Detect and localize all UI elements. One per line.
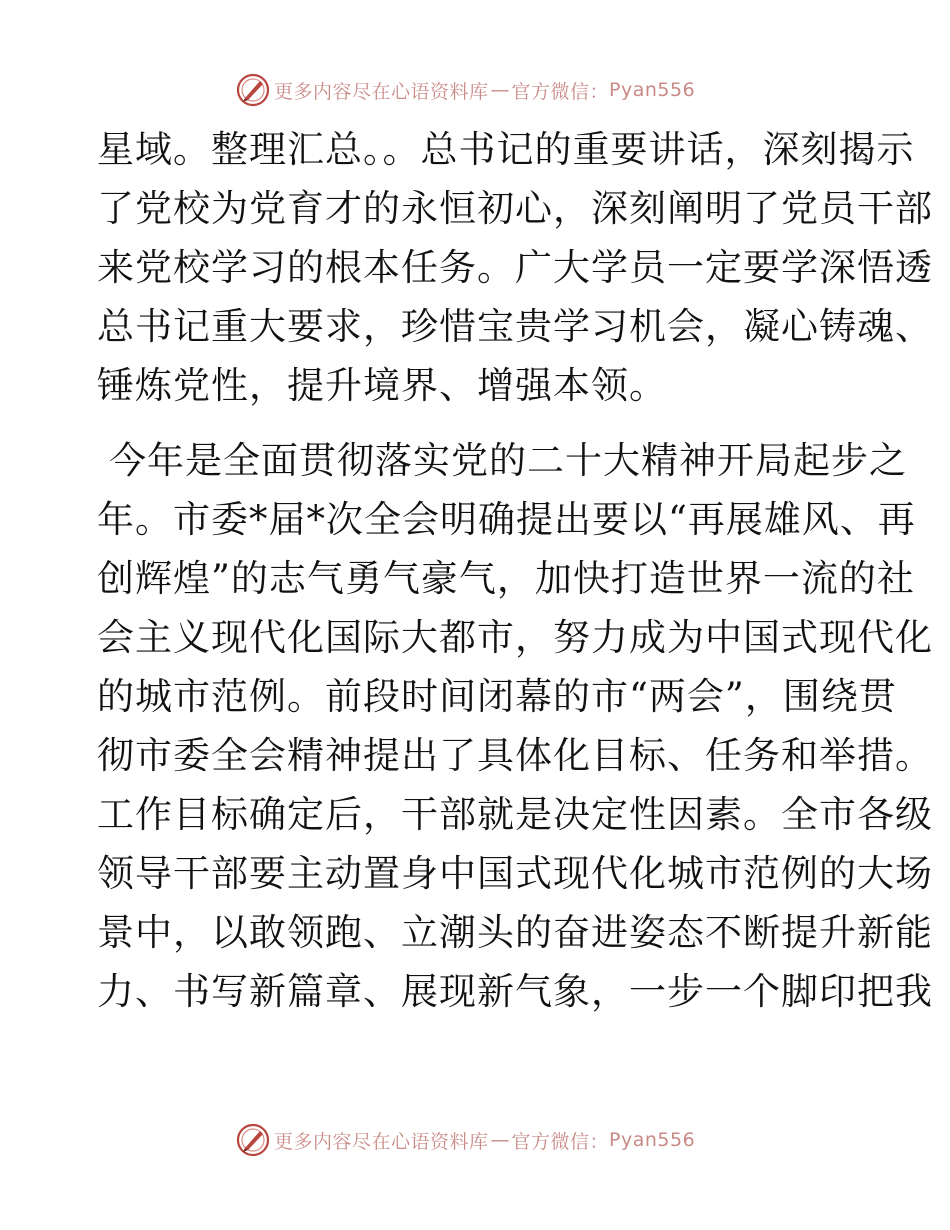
document-body bbox=[97, 120, 933, 1021]
watermark-wechat-id: Pyan556 bbox=[609, 79, 696, 101]
text-line: 锤炼党性，提升境界、增强本领。 bbox=[97, 364, 667, 407]
text-line: 星域。整理汇总。。总书记的重要讲话，深刻揭示 bbox=[97, 128, 915, 171]
watermark-separator: — bbox=[490, 1129, 510, 1151]
text-line: 会主义现代化国际大都市，努力成为中国式现代化 bbox=[97, 616, 933, 659]
text-line: 景中，以敢领跑、立潮头的奋进姿态不断提升新能 bbox=[97, 911, 933, 954]
text-line: 今年是全面贯彻落实党的二十大精神开局起步之 bbox=[109, 439, 907, 482]
watermark-separator: — bbox=[490, 79, 510, 101]
paragraph-2 bbox=[97, 431, 933, 1021]
header-watermark bbox=[236, 72, 695, 108]
watermark-official-label: 官方微信： bbox=[511, 1130, 610, 1153]
text-line: 的城市范例。前段时间闭幕的市“两会”，围绕贯 bbox=[97, 675, 897, 718]
text-line: 彻市委全会精神提出了具体化目标、任务和举措。 bbox=[97, 734, 933, 777]
text-line: 来党校学习的根本任务。广大学员一定要学深悟透 bbox=[97, 246, 933, 289]
footer-watermark bbox=[236, 1122, 695, 1158]
paragraph-1 bbox=[97, 120, 933, 415]
text-line: 总书记重大要求，珍惜宝贵学习机会，凝心铸魂、 bbox=[97, 305, 933, 348]
text-line: 工作目标确定后，干部就是决定性因素。全市各级 bbox=[97, 793, 933, 836]
text-line: 领导干部要主动置身中国式现代化城市范例的大场 bbox=[97, 852, 933, 895]
text-line: 创辉煌”的志气勇气豪气，加快打造世界一流的社 bbox=[97, 557, 915, 600]
text-line: 力、书写新篇章、展现新气象，一步一个脚印把我 bbox=[97, 970, 933, 1013]
text-line: 年。市委*届*次全会明确提出要以“再展雄风、再 bbox=[97, 498, 916, 541]
quill-seal-icon bbox=[236, 1123, 270, 1157]
watermark-official-label: 官方微信： bbox=[511, 80, 610, 103]
watermark-main-text: 更多内容尽在心语资料库 bbox=[274, 1130, 489, 1153]
quill-seal-icon bbox=[236, 73, 270, 107]
watermark-wechat-id: Pyan556 bbox=[609, 1129, 696, 1151]
text-line: 了党校为党育才的永恒初心，深刻阐明了党员干部 bbox=[97, 187, 933, 230]
watermark-main-text: 更多内容尽在心语资料库 bbox=[274, 80, 489, 103]
